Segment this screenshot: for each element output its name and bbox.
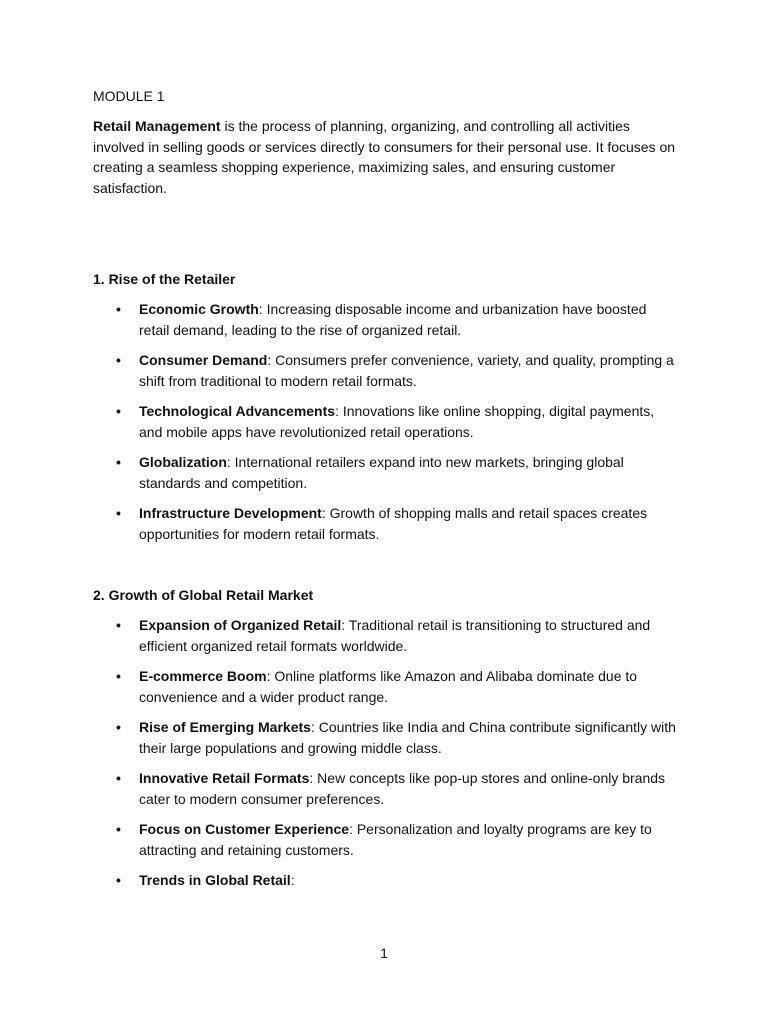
- list-item: [93, 819, 678, 860]
- list-item-text: : Personalization and loyalty programs are key to attracting and retaining customers.: [139, 821, 652, 858]
- list-item-term: Consumer Demand: [139, 352, 268, 368]
- list-item-term: Rise of Emerging Markets: [139, 719, 311, 735]
- list-item: [93, 666, 678, 707]
- list-item: [93, 717, 678, 758]
- list-item-term: Infrastructure Development: [139, 505, 322, 521]
- bullet-icon: •: [116, 617, 121, 633]
- list-item-text: : Growth of shopping malls and retail spaces creates opportunities for modern retail formats.: [139, 505, 648, 542]
- intro-text: is the process of planning, organizing, and controlling all activities involved in selling goods or services directly to consumers for their personal use. It focuses on creating a seamless shopping experience, maximizing sales, and ensuring customer satisfaction.: [93, 118, 676, 196]
- section-list-rise-of-retailer: [93, 299, 678, 554]
- list-item: [93, 615, 678, 656]
- list-item-term: Globalization: [139, 454, 227, 470]
- list-item-text: : Innovations like online shopping, digital payments, and mobile apps have revolutionized retail operations.: [139, 403, 655, 440]
- list-item-text: : Countries like India and China contribute significantly with their large populations and growing middle class.: [139, 719, 676, 756]
- list-item-term: Expansion of Organized Retail: [139, 617, 342, 633]
- list-item: [93, 452, 678, 493]
- list-item-text: : International retailers expand into new markets, bringing global standards and competition.: [139, 454, 624, 491]
- list-item-text: : Traditional retail is transitioning to structured and efficient organized retail formats worldwide.: [139, 617, 651, 654]
- bullet-icon: •: [116, 505, 121, 521]
- list-item-text: : Online platforms like Amazon and Alibaba dominate due to convenience and a wider product range.: [139, 668, 638, 705]
- bullet-icon: •: [116, 301, 121, 317]
- list-item-term: Technological Advancements: [139, 403, 336, 419]
- list-item: [93, 350, 678, 391]
- bullet-icon: •: [116, 719, 121, 735]
- bullet-icon: •: [116, 872, 121, 888]
- intro-paragraph: [93, 116, 678, 198]
- module-title: MODULE 1: [93, 88, 165, 104]
- list-item: [93, 870, 678, 891]
- list-item-text: : Increasing disposable income and urbanization have boosted retail demand, leading to the rise of organized retail.: [139, 301, 647, 338]
- list-item-term: Focus on Customer Experience: [139, 821, 350, 837]
- bullet-icon: •: [116, 454, 121, 470]
- list-item-text: : New concepts like pop-up stores and online-only brands cater to modern consumer preferences.: [139, 770, 666, 807]
- intro-term: Retail Management: [93, 118, 221, 134]
- list-item: [93, 503, 678, 544]
- bullet-icon: •: [116, 403, 121, 419]
- bullet-icon: •: [116, 352, 121, 368]
- section-list-global-retail-market: [93, 615, 678, 901]
- list-item-term: Trends in Global Retail: [139, 872, 291, 888]
- list-item: [93, 299, 678, 340]
- bullet-icon: •: [116, 668, 121, 684]
- section-heading-global-retail-market: 2. Growth of Global Retail Market: [93, 587, 314, 603]
- bullet-icon: •: [116, 821, 121, 837]
- list-item-term: Economic Growth: [139, 301, 259, 317]
- page-number: 1: [380, 945, 388, 961]
- list-item-text: : Consumers prefer convenience, variety, and quality, prompting a shift from traditional to modern retail formats.: [139, 352, 674, 389]
- list-item-term: Innovative Retail Formats: [139, 770, 310, 786]
- section-heading-rise-of-retailer: 1. Rise of the Retailer: [93, 271, 236, 287]
- list-item: [93, 401, 678, 442]
- list-item-term: E-commerce Boom: [139, 668, 267, 684]
- list-item-text: :: [290, 872, 295, 888]
- list-item: [93, 768, 678, 809]
- bullet-icon: •: [116, 770, 121, 786]
